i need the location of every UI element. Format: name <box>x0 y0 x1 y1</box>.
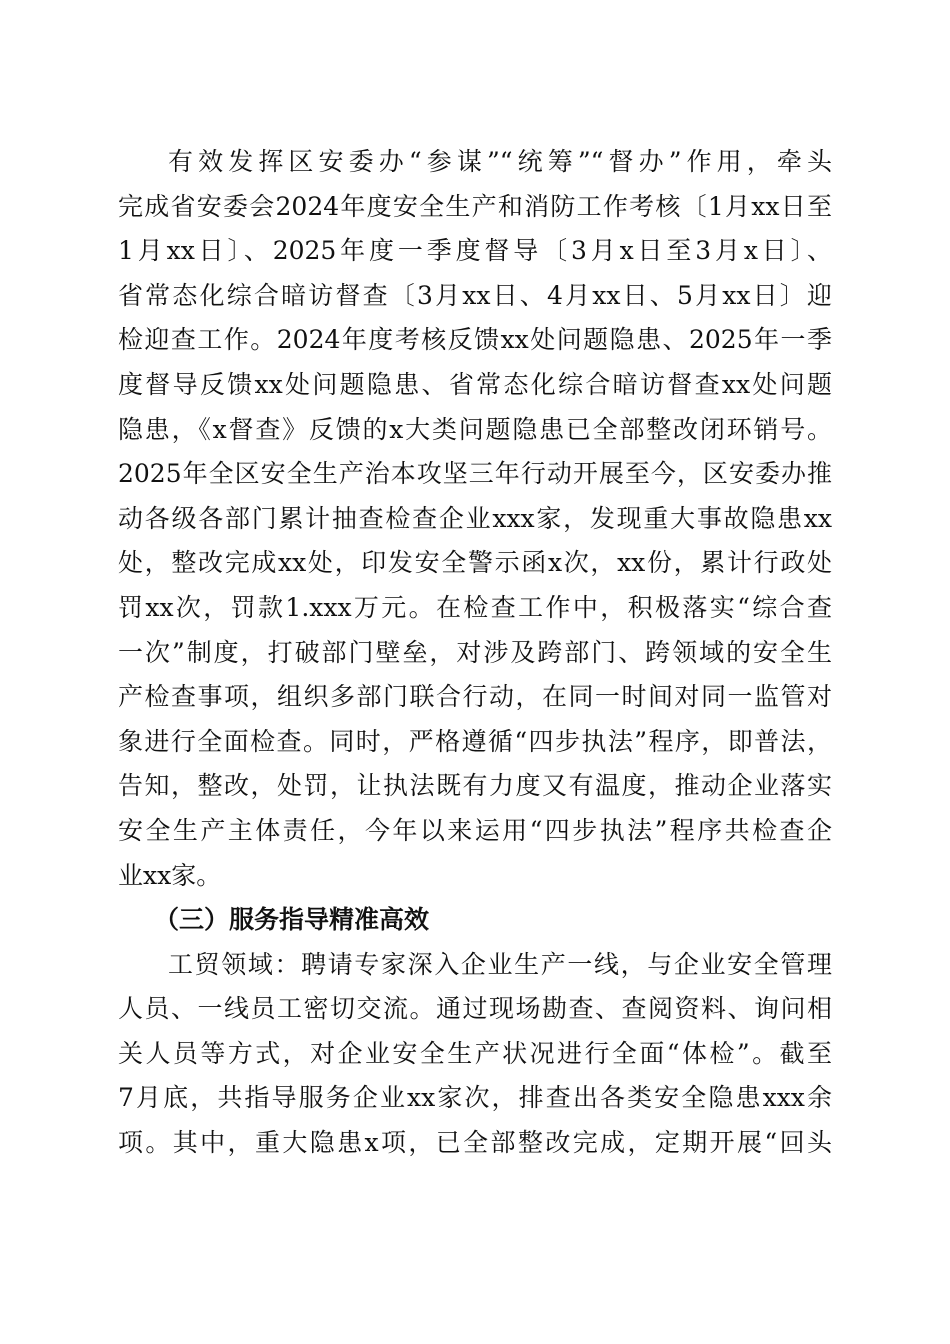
text-line: 检迎查工作。2024年度考核反馈xx处问题隐患、2025年一季 <box>118 325 832 355</box>
text-line: 一次”制度，打破部门壁垒，对涉及跨部门、跨领域的安全生 <box>118 637 832 667</box>
text-line: 处，整改完成xx处，印发安全警示函x次，xx份，累计行政处 <box>118 548 832 578</box>
document-body <box>118 140 832 1166</box>
text-line: 关人员等方式，对企业安全生产状况进行全面“体检”。截至 <box>118 1038 832 1068</box>
text-line: 罚xx次，罚款1.xxx万元。在检查工作中，积极落实“综合查 <box>118 592 832 622</box>
text-line: 项。其中，重大隐患x项，已全部整改完成，定期开展“回头 <box>118 1128 832 1158</box>
text-line: 隐患，《x督查》反馈的x大类问题隐患已全部整改闭环销号。 <box>118 414 832 444</box>
text-line: 安全生产主体责任，今年以来运用“四步执法”程序共检查企 <box>118 815 832 845</box>
text-line: 2025年全区安全生产治本攻坚三年行动开展至今，区安委办推 <box>118 459 832 489</box>
text-line: 产检查事项，组织多部门联合行动，在同一时间对同一监管对 <box>118 682 832 712</box>
text-line: 完成省安委会2024年度安全生产和消防工作考核〔1月xx日至 <box>118 191 832 221</box>
text-line: 工贸领域：聘请专家深入企业生产一线，与企业安全管理 <box>168 949 832 979</box>
section-heading: （三）服务指导精准高效 <box>154 905 430 935</box>
paragraph-inspection-work <box>118 140 832 898</box>
text-line: 人员、一线员工密切交流。通过现场勘查、查阅资料、询问相 <box>118 994 832 1024</box>
text-line: 动各级各部门累计抽查检查企业xxx家，发现重大事故隐患xx <box>118 503 832 533</box>
text-line: 省常态化综合暗访督查〔3月xx日、4月xx日、5月xx日〕迎 <box>118 280 832 310</box>
text-line: 1月xx日〕、2025年度一季度督导〔3月x日至3月x日〕、 <box>118 236 832 266</box>
text-line: 7月底，共指导服务企业xx家次，排查出各类安全隐患xxx余 <box>118 1083 832 1113</box>
paragraph-service-guidance <box>118 943 832 1166</box>
text-line: 告知，整改，处罚，让执法既有力度又有温度，推动企业落实 <box>118 771 832 801</box>
text-line: 业xx家。 <box>118 860 222 890</box>
text-line: 度督导反馈xx处问题隐患、省常态化综合暗访督查xx处问题 <box>118 369 832 399</box>
text-line: 有效发挥区安委办“参谋”“统筹”“督办”作用，牵头 <box>168 147 832 176</box>
text-line: 象进行全面检查。同时，严格遵循“四步执法”程序，即普法， <box>118 726 832 756</box>
